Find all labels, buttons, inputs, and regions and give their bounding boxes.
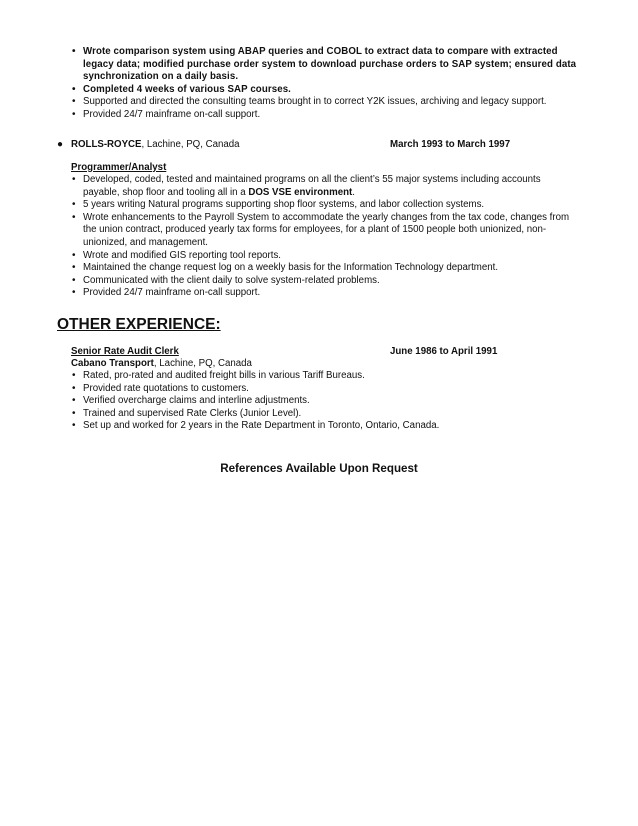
duty-highlight: DOS VSE environment: [248, 186, 353, 198]
list-item: • Provided 24/7 mainframe on-call support.: [71, 287, 577, 300]
company-location: , Lachine, PQ, Canada: [153, 358, 252, 369]
duty-text-end: .: [352, 186, 355, 198]
company-name: Cabano Transport: [71, 358, 154, 369]
list-item: • Provided 24/7 mainframe on-call support.: [71, 109, 577, 122]
other-experience-duties-list: [71, 370, 577, 433]
company-location: , Lachine, PQ, Canada: [141, 139, 240, 150]
other-experience-heading: OTHER EXPERIENCE:: [57, 316, 221, 333]
company-line: [71, 139, 240, 152]
list-item: • Rated, pro-rated and audited freight bills in various Tariff Bureaus.: [71, 370, 577, 383]
previous-job-duties-list: [71, 46, 577, 122]
list-item: • Wrote enhancements to the Payroll System to accommodate the yearly changes from the tax code, changes from the union contract, produced yearly tax forms for employees, for a plant of 1500 people both unionized, non-unionized, and management.: [71, 212, 577, 250]
employment-dates: March 1993 to March 1997: [390, 139, 511, 150]
list-item: • Set up and worked for 2 years in the Rate Department in Toronto, Ontario, Canada.: [71, 420, 577, 433]
list-item: • 5 years writing Natural programs supporting shop floor systems, and labor collection systems.: [71, 199, 577, 212]
list-item: • Wrote comparison system using ABAP queries and COBOL to extract data to compare with extracted legacy data; modified purchase order system to download purchase orders to SAP system; ensured data synchronization on a daily basis.: [71, 46, 577, 84]
rolls-royce-duties-list: [71, 174, 577, 300]
list-item: • Trained and supervised Rate Clerks (Junior Level).: [71, 408, 577, 421]
company-line: [71, 358, 252, 371]
company-bullet: ●: [57, 139, 64, 150]
job-title: Programmer/Analyst: [71, 162, 167, 173]
list-item: • Maintained the change request log on a weekly basis for the Information Technology department.: [71, 262, 577, 275]
list-item: [71, 174, 577, 199]
company-name: ROLLS-ROYCE: [71, 139, 142, 150]
duty-text: Developed, coded, tested and maintained programs on all the client’s 55 major systems including accounts payable, shop floor and tooling all in a: [83, 174, 541, 198]
list-item: • Communicated with the client daily to solve system-related problems.: [71, 275, 577, 288]
references-note: References Available Upon Request: [220, 462, 418, 475]
list-item: • Wrote and modified GIS reporting tool reports.: [71, 250, 577, 263]
list-item: • Supported and directed the consulting teams brought in to correct Y2K issues, archiving and legacy support.: [71, 96, 577, 109]
list-item: • Completed 4 weeks of various SAP courses.: [71, 84, 577, 97]
list-item: • Provided rate quotations to customers.: [71, 383, 577, 396]
list-item: • Verified overcharge claims and interline adjustments.: [71, 395, 577, 408]
job-title: Senior Rate Audit Clerk: [71, 346, 179, 357]
employment-dates: June 1986 to April 1991: [390, 346, 498, 357]
